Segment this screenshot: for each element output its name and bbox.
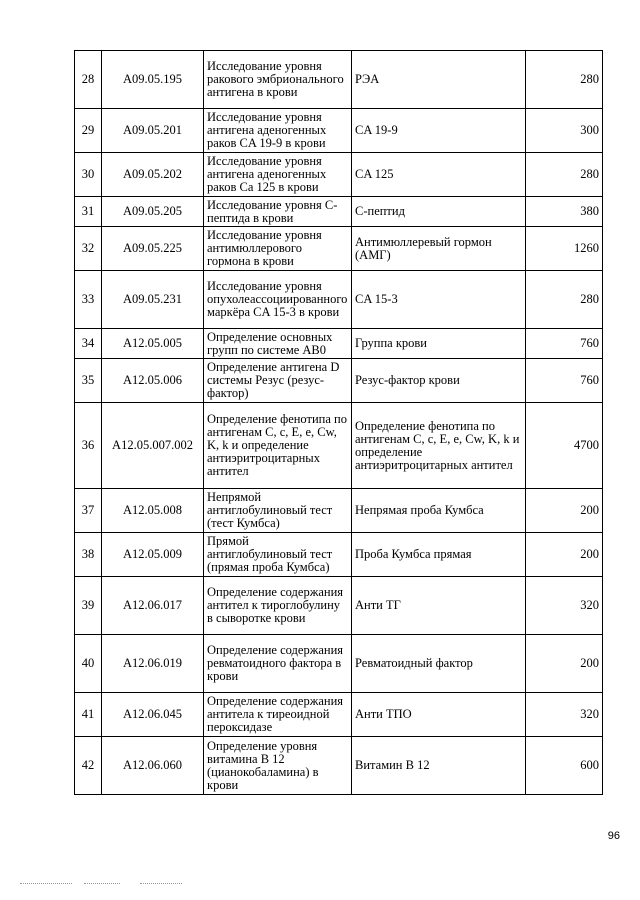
short-name: Определение фенотипа по антигенам С, с, Е, е, Cw, K, k и определение антиэритроцитарных антител	[352, 403, 526, 489]
short-name: CA 19-9	[352, 109, 526, 153]
service-code: A12.06.060	[102, 737, 204, 795]
price-value: 600	[526, 737, 603, 795]
short-name: Витамин В 12	[352, 737, 526, 795]
table-row	[75, 577, 603, 635]
service-code: A12.06.017	[102, 577, 204, 635]
service-code: A09.05.201	[102, 109, 204, 153]
price-value: 760	[526, 359, 603, 403]
service-name: Определение основных групп по системе AB0	[204, 329, 352, 359]
service-code: A12.06.045	[102, 693, 204, 737]
row-number: 34	[75, 329, 102, 359]
table-row	[75, 737, 603, 795]
service-name: Исследование уровня антимюллерового гормона в крови	[204, 227, 352, 271]
price-value: 320	[526, 577, 603, 635]
short-name: Непрямая проба Кумбса	[352, 489, 526, 533]
row-number: 37	[75, 489, 102, 533]
service-name: Определение антигена D системы Резус (резус-фактор)	[204, 359, 352, 403]
short-name: Проба Кумбса прямая	[352, 533, 526, 577]
price-value: 280	[526, 271, 603, 329]
service-code: A09.05.225	[102, 227, 204, 271]
table-row	[75, 271, 603, 329]
price-value: 200	[526, 489, 603, 533]
price-value: 200	[526, 533, 603, 577]
service-name: Исследование уровня C-пептида в крови	[204, 197, 352, 227]
service-code: A09.05.202	[102, 153, 204, 197]
service-name: Исследование уровня ракового эмбрионального антигена в крови	[204, 51, 352, 109]
table-row	[75, 359, 603, 403]
price-value: 1260	[526, 227, 603, 271]
row-number: 40	[75, 635, 102, 693]
short-name: РЭА	[352, 51, 526, 109]
table-row	[75, 51, 603, 109]
row-number: 32	[75, 227, 102, 271]
price-value: 760	[526, 329, 603, 359]
service-code: A12.05.009	[102, 533, 204, 577]
service-code: A09.05.205	[102, 197, 204, 227]
service-name: Исследование уровня антигена аденогенных раков Ca 125 в крови	[204, 153, 352, 197]
service-code: A12.06.019	[102, 635, 204, 693]
service-code: A12.05.005	[102, 329, 204, 359]
row-number: 28	[75, 51, 102, 109]
footer-rule-right	[140, 883, 182, 884]
price-value: 200	[526, 635, 603, 693]
row-number: 38	[75, 533, 102, 577]
price-value: 300	[526, 109, 603, 153]
short-name: CA 15-3	[352, 271, 526, 329]
service-code: A12.05.008	[102, 489, 204, 533]
table-row	[75, 109, 603, 153]
service-code: A09.05.231	[102, 271, 204, 329]
row-number: 39	[75, 577, 102, 635]
short-name: Ревматоидный фактор	[352, 635, 526, 693]
table-row	[75, 635, 603, 693]
page-number: 96	[607, 830, 620, 842]
row-number: 29	[75, 109, 102, 153]
table-row	[75, 329, 603, 359]
table-row	[75, 227, 603, 271]
row-number: 35	[75, 359, 102, 403]
row-number: 36	[75, 403, 102, 489]
short-name: CA 125	[352, 153, 526, 197]
service-name: Определение содержания антител к тироглобулину в сыворотке крови	[204, 577, 352, 635]
service-name: Исследование уровня антигена аденогенных раков CA 19-9 в крови	[204, 109, 352, 153]
service-code: A12.05.006	[102, 359, 204, 403]
row-number: 41	[75, 693, 102, 737]
row-number: 42	[75, 737, 102, 795]
service-name: Непрямой антиглобулиновый тест (тест Кумбса)	[204, 489, 352, 533]
price-value: 380	[526, 197, 603, 227]
table-row	[75, 153, 603, 197]
price-value: 280	[526, 153, 603, 197]
service-name: Прямой антиглобулиновый тест (прямая проба Кумбса)	[204, 533, 352, 577]
service-name: Определение содержания антитела к тиреоидной пероксидазе	[204, 693, 352, 737]
short-name: Антимюллеревый гормон (АМГ)	[352, 227, 526, 271]
footer-rule-middle	[84, 883, 120, 884]
row-number: 33	[75, 271, 102, 329]
short-name: Резус-фактор крови	[352, 359, 526, 403]
service-code: A12.05.007.002	[102, 403, 204, 489]
row-number: 30	[75, 153, 102, 197]
short-name: С-пептид	[352, 197, 526, 227]
service-code: A09.05.195	[102, 51, 204, 109]
price-table	[74, 50, 603, 795]
service-name: Исследование уровня опухолеассоциированного маркёра CA 15-3 в крови	[204, 271, 352, 329]
price-table-body	[75, 51, 603, 795]
price-value: 4700	[526, 403, 603, 489]
table-row	[75, 533, 603, 577]
service-name: Определение уровня витамина B 12 (цианокобаламина) в крови	[204, 737, 352, 795]
short-name: Анти ТГ	[352, 577, 526, 635]
table-row	[75, 693, 603, 737]
price-value: 320	[526, 693, 603, 737]
short-name: Группа крови	[352, 329, 526, 359]
footer-rule-left	[20, 883, 72, 884]
table-row	[75, 489, 603, 533]
table-row	[75, 197, 603, 227]
price-value: 280	[526, 51, 603, 109]
table-row	[75, 403, 603, 489]
service-name: Определение фенотипа по антигенам C, c, E, e, Cw, K, k и определение антиэритроцитарных антител	[204, 403, 352, 489]
row-number: 31	[75, 197, 102, 227]
short-name: Анти ТПО	[352, 693, 526, 737]
service-name: Определение содержания ревматоидного фактора в крови	[204, 635, 352, 693]
